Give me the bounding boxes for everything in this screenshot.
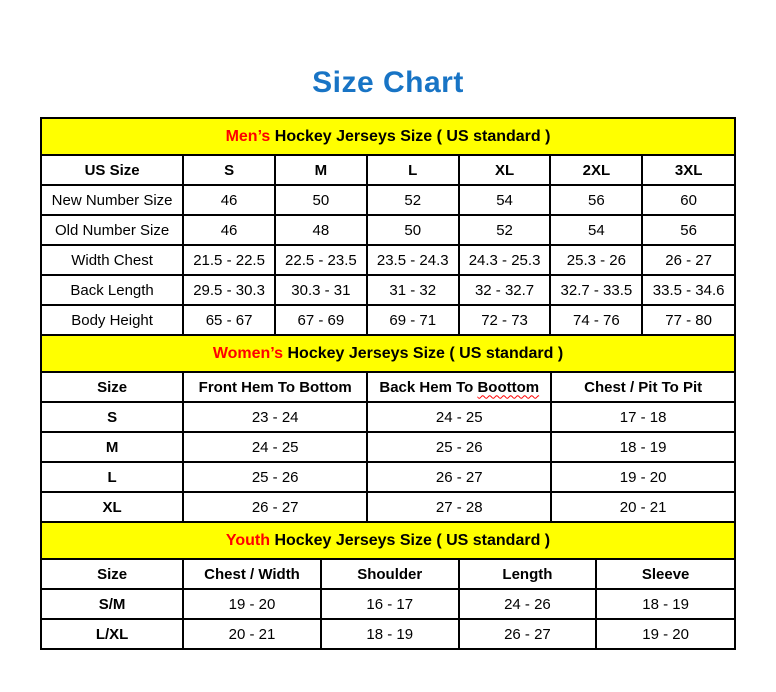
men-section-title: Hockey Jerseys Size ( US standard )	[270, 128, 551, 145]
women-section-accent: Women’s	[212, 345, 284, 362]
row-label: Body Height	[42, 305, 183, 334]
men-header-row	[42, 156, 734, 185]
misspelled-word: Boottom	[477, 378, 540, 396]
row-label: L	[42, 462, 183, 492]
table-row	[42, 402, 734, 432]
youth-section-header	[42, 521, 734, 560]
value-cell: 54	[550, 215, 642, 245]
women-size-table	[42, 373, 734, 521]
row-label: Old Number Size	[42, 215, 183, 245]
col-header: 2XL	[550, 156, 642, 185]
value-cell: 46	[183, 185, 275, 215]
value-cell: 18 - 19	[321, 619, 459, 648]
value-cell: 48	[275, 215, 367, 245]
col-header: Size	[42, 560, 183, 589]
value-cell: 19 - 20	[183, 589, 321, 619]
col-header	[367, 373, 551, 402]
value-cell: 23.5 - 24.3	[367, 245, 459, 275]
value-cell: 56	[642, 215, 734, 245]
youth-section-title: Hockey Jerseys Size ( US standard )	[270, 532, 551, 549]
value-cell: 29.5 - 30.3	[183, 275, 275, 305]
table-row	[42, 275, 734, 305]
men-section-header	[42, 119, 734, 156]
youth-header-row	[42, 560, 734, 589]
col-header-text: Back Hem To	[379, 378, 478, 396]
value-cell: 26 - 27	[367, 462, 551, 492]
value-cell: 24.3 - 25.3	[459, 245, 551, 275]
table-row	[42, 619, 734, 648]
value-cell: 25 - 26	[183, 462, 367, 492]
value-cell: 20 - 21	[183, 619, 321, 648]
value-cell: 32 - 32.7	[459, 275, 551, 305]
table-row	[42, 432, 734, 462]
value-cell: 56	[550, 185, 642, 215]
value-cell: 69 - 71	[367, 305, 459, 334]
row-label: M	[42, 432, 183, 462]
value-cell: 26 - 27	[183, 492, 367, 521]
men-size-table	[42, 156, 734, 334]
value-cell: 52	[367, 185, 459, 215]
women-section-title: Hockey Jerseys Size ( US standard )	[283, 345, 564, 362]
col-header: Sleeve	[596, 560, 734, 589]
value-cell: 60	[642, 185, 734, 215]
value-cell: 20 - 21	[551, 492, 734, 521]
table-row	[42, 492, 734, 521]
value-cell: 18 - 19	[596, 589, 734, 619]
value-cell: 50	[367, 215, 459, 245]
col-header: US Size	[42, 156, 183, 185]
row-label: S	[42, 402, 183, 432]
youth-section-accent: Youth	[225, 532, 270, 549]
col-header: XL	[459, 156, 551, 185]
men-section-accent: Men’s	[225, 128, 271, 145]
row-label: Width Chest	[42, 245, 183, 275]
value-cell: 25.3 - 26	[550, 245, 642, 275]
value-cell: 24 - 25	[367, 402, 551, 432]
value-cell: 21.5 - 22.5	[183, 245, 275, 275]
col-header: Chest / Pit To Pit	[551, 373, 734, 402]
value-cell: 22.5 - 23.5	[275, 245, 367, 275]
row-label: New Number Size	[42, 185, 183, 215]
col-header: Front Hem To Bottom	[183, 373, 367, 402]
value-cell: 25 - 26	[367, 432, 551, 462]
table-row	[42, 215, 734, 245]
row-label: L/XL	[42, 619, 183, 648]
col-header: Shoulder	[321, 560, 459, 589]
col-header: L	[367, 156, 459, 185]
value-cell: 77 - 80	[642, 305, 734, 334]
col-header: Size	[42, 373, 183, 402]
value-cell: 18 - 19	[551, 432, 734, 462]
value-cell: 16 - 17	[321, 589, 459, 619]
value-cell: 26 - 27	[642, 245, 734, 275]
table-row	[42, 462, 734, 492]
value-cell: 24 - 26	[459, 589, 597, 619]
col-header: S	[183, 156, 275, 185]
col-header: Chest / Width	[183, 560, 321, 589]
col-header: 3XL	[642, 156, 734, 185]
table-row	[42, 589, 734, 619]
value-cell: 30.3 - 31	[275, 275, 367, 305]
value-cell: 26 - 27	[459, 619, 597, 648]
value-cell: 33.5 - 34.6	[642, 275, 734, 305]
col-header: M	[275, 156, 367, 185]
row-label: Back Length	[42, 275, 183, 305]
table-row	[42, 305, 734, 334]
women-header-row	[42, 373, 734, 402]
col-header: Length	[459, 560, 597, 589]
value-cell: 17 - 18	[551, 402, 734, 432]
row-label: XL	[42, 492, 183, 521]
value-cell: 65 - 67	[183, 305, 275, 334]
youth-size-table	[42, 560, 734, 648]
table-row	[42, 245, 734, 275]
table-row	[42, 185, 734, 215]
row-label: S/M	[42, 589, 183, 619]
women-section-header	[42, 334, 734, 373]
value-cell: 67 - 69	[275, 305, 367, 334]
value-cell: 19 - 20	[596, 619, 734, 648]
value-cell: 32.7 - 33.5	[550, 275, 642, 305]
value-cell: 52	[459, 215, 551, 245]
page-title: Size Chart	[312, 66, 464, 99]
value-cell: 24 - 25	[183, 432, 367, 462]
value-cell: 31 - 32	[367, 275, 459, 305]
value-cell: 46	[183, 215, 275, 245]
value-cell: 23 - 24	[183, 402, 367, 432]
value-cell: 19 - 20	[551, 462, 734, 492]
value-cell: 72 - 73	[459, 305, 551, 334]
value-cell: 54	[459, 185, 551, 215]
value-cell: 27 - 28	[367, 492, 551, 521]
size-chart-table-group	[40, 117, 736, 650]
value-cell: 50	[275, 185, 367, 215]
value-cell: 74 - 76	[550, 305, 642, 334]
